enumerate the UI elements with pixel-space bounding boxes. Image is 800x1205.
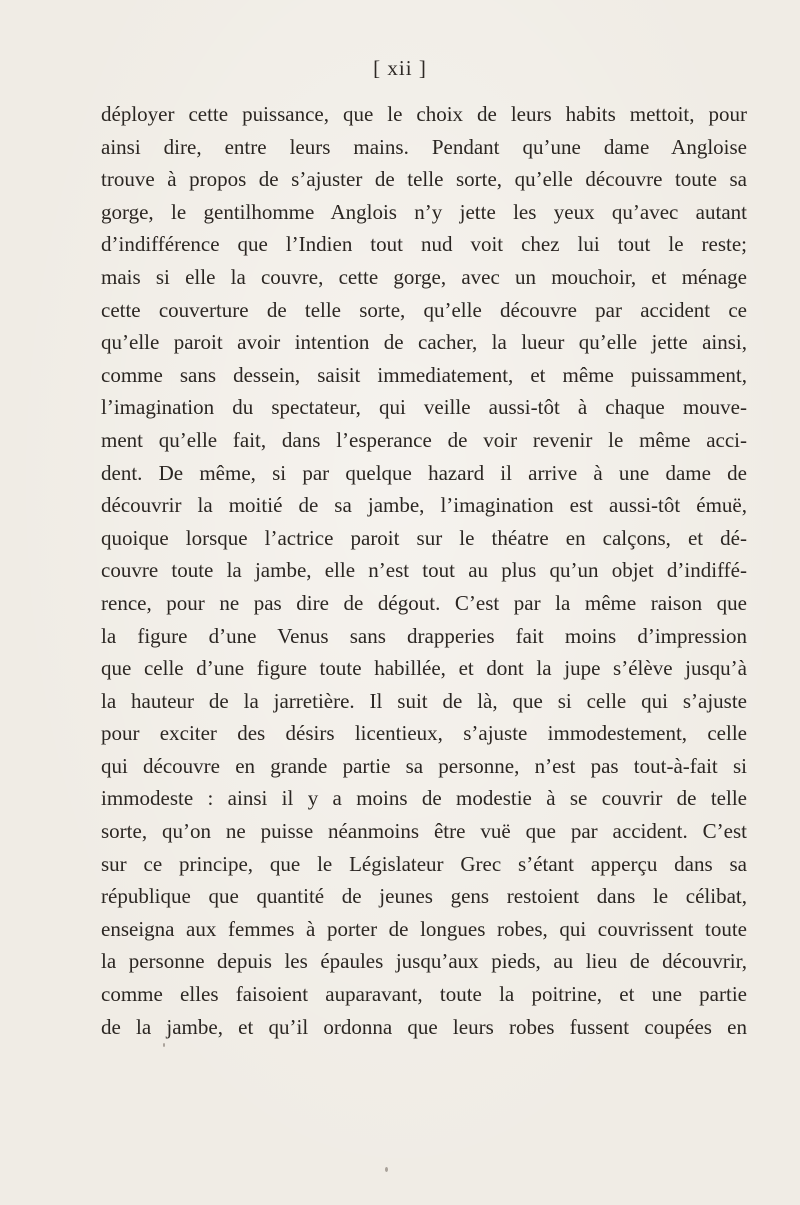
text-line: sur ce principe, que le Législateur Grec s’étant apperçu dans sa — [101, 851, 747, 876]
text-line: comme elles faisoient auparavant, toute la poitrine, et une partie — [101, 982, 747, 1007]
text-line: pour exciter des désirs licentieux, s’ajuste immodestement, celle — [101, 721, 747, 746]
paper-speck — [385, 1167, 388, 1172]
text-line: l’imagination du spectateur, qui veille aussi-tôt à chaque mouve- — [101, 395, 747, 420]
text-line: ainsi dire, entre leurs mains. Pendant qu’une dame Angloise — [101, 134, 747, 159]
text-line: la hauteur de la jarretière. Il suit de là, que si celle qui s’ajuste — [101, 688, 747, 713]
text-line: qui découvre en grande partie sa personne, n’est pas tout-à-fait si — [101, 753, 747, 778]
text-line: couvre toute la jambe, elle n’est tout au plus qu’un objet d’indiffé- — [101, 558, 747, 583]
text-line: découvrir la moitié de sa jambe, l’imagination est aussi-tôt émuë, — [101, 493, 747, 518]
text-line: immodeste : ainsi il y a moins de modestie à se couvrir de telle — [101, 786, 747, 811]
text-line: déployer cette puissance, que le choix de leurs habits mettoit, pour — [101, 102, 747, 126]
text-line: mais si elle la couvre, cette gorge, avec un mouchoir, et ménage — [101, 264, 747, 289]
text-line: sorte, qu’on ne puisse néanmoins être vuë que par accident. C’est — [101, 819, 747, 844]
text-line: d’indifférence que l’Indien tout nud voit chez lui tout le reste; — [101, 232, 747, 257]
body-text — [101, 98, 747, 1043]
text-line: la figure d’une Venus sans drapperies fait moins d’impression — [101, 623, 747, 648]
text-line: enseigna aux femmes à porter de longues robes, qui couvrissent toute — [101, 916, 747, 941]
text-line: république que quantité de jeunes gens restoient dans le célibat, — [101, 884, 747, 909]
text-line: rence, pour ne pas dire de dégout. C’est par la même raison que — [101, 590, 747, 615]
text-line: gorge, le gentilhomme Anglois n’y jette les yeux qu’avec autant — [101, 199, 747, 224]
page-number: [ xii ] — [373, 56, 427, 80]
text-line: trouve à propos de s’ajuster de telle sorte, qu’elle découvre toute sa — [101, 167, 747, 192]
text-line: dent. De même, si par quelque hazard il arrive à une dame de — [101, 460, 747, 485]
text-line: quoique lorsque l’actrice paroit sur le théatre en calçons, et dé- — [101, 525, 747, 550]
text-line: la personne depuis les épaules jusqu’aux pieds, au lieu de découvrir, — [101, 949, 747, 974]
paper-speck — [163, 1043, 165, 1047]
text-line: que celle d’une figure toute habillée, et dont la jupe s’élève jusqu’à — [101, 656, 747, 681]
text-line: qu’elle paroit avoir intention de cacher, la lueur qu’elle jette ainsi, — [101, 330, 747, 355]
text-line: ment qu’elle fait, dans l’esperance de voir revenir le même acci- — [101, 427, 747, 452]
text-line: de la jambe, et qu’il ordonna que leurs robes fussent coupées en — [101, 1014, 747, 1039]
text-line: comme sans dessein, saisit immediatement, et même puissamment, — [101, 362, 747, 387]
text-line: cette couverture de telle sorte, qu’elle découvre par accident ce — [101, 297, 747, 322]
